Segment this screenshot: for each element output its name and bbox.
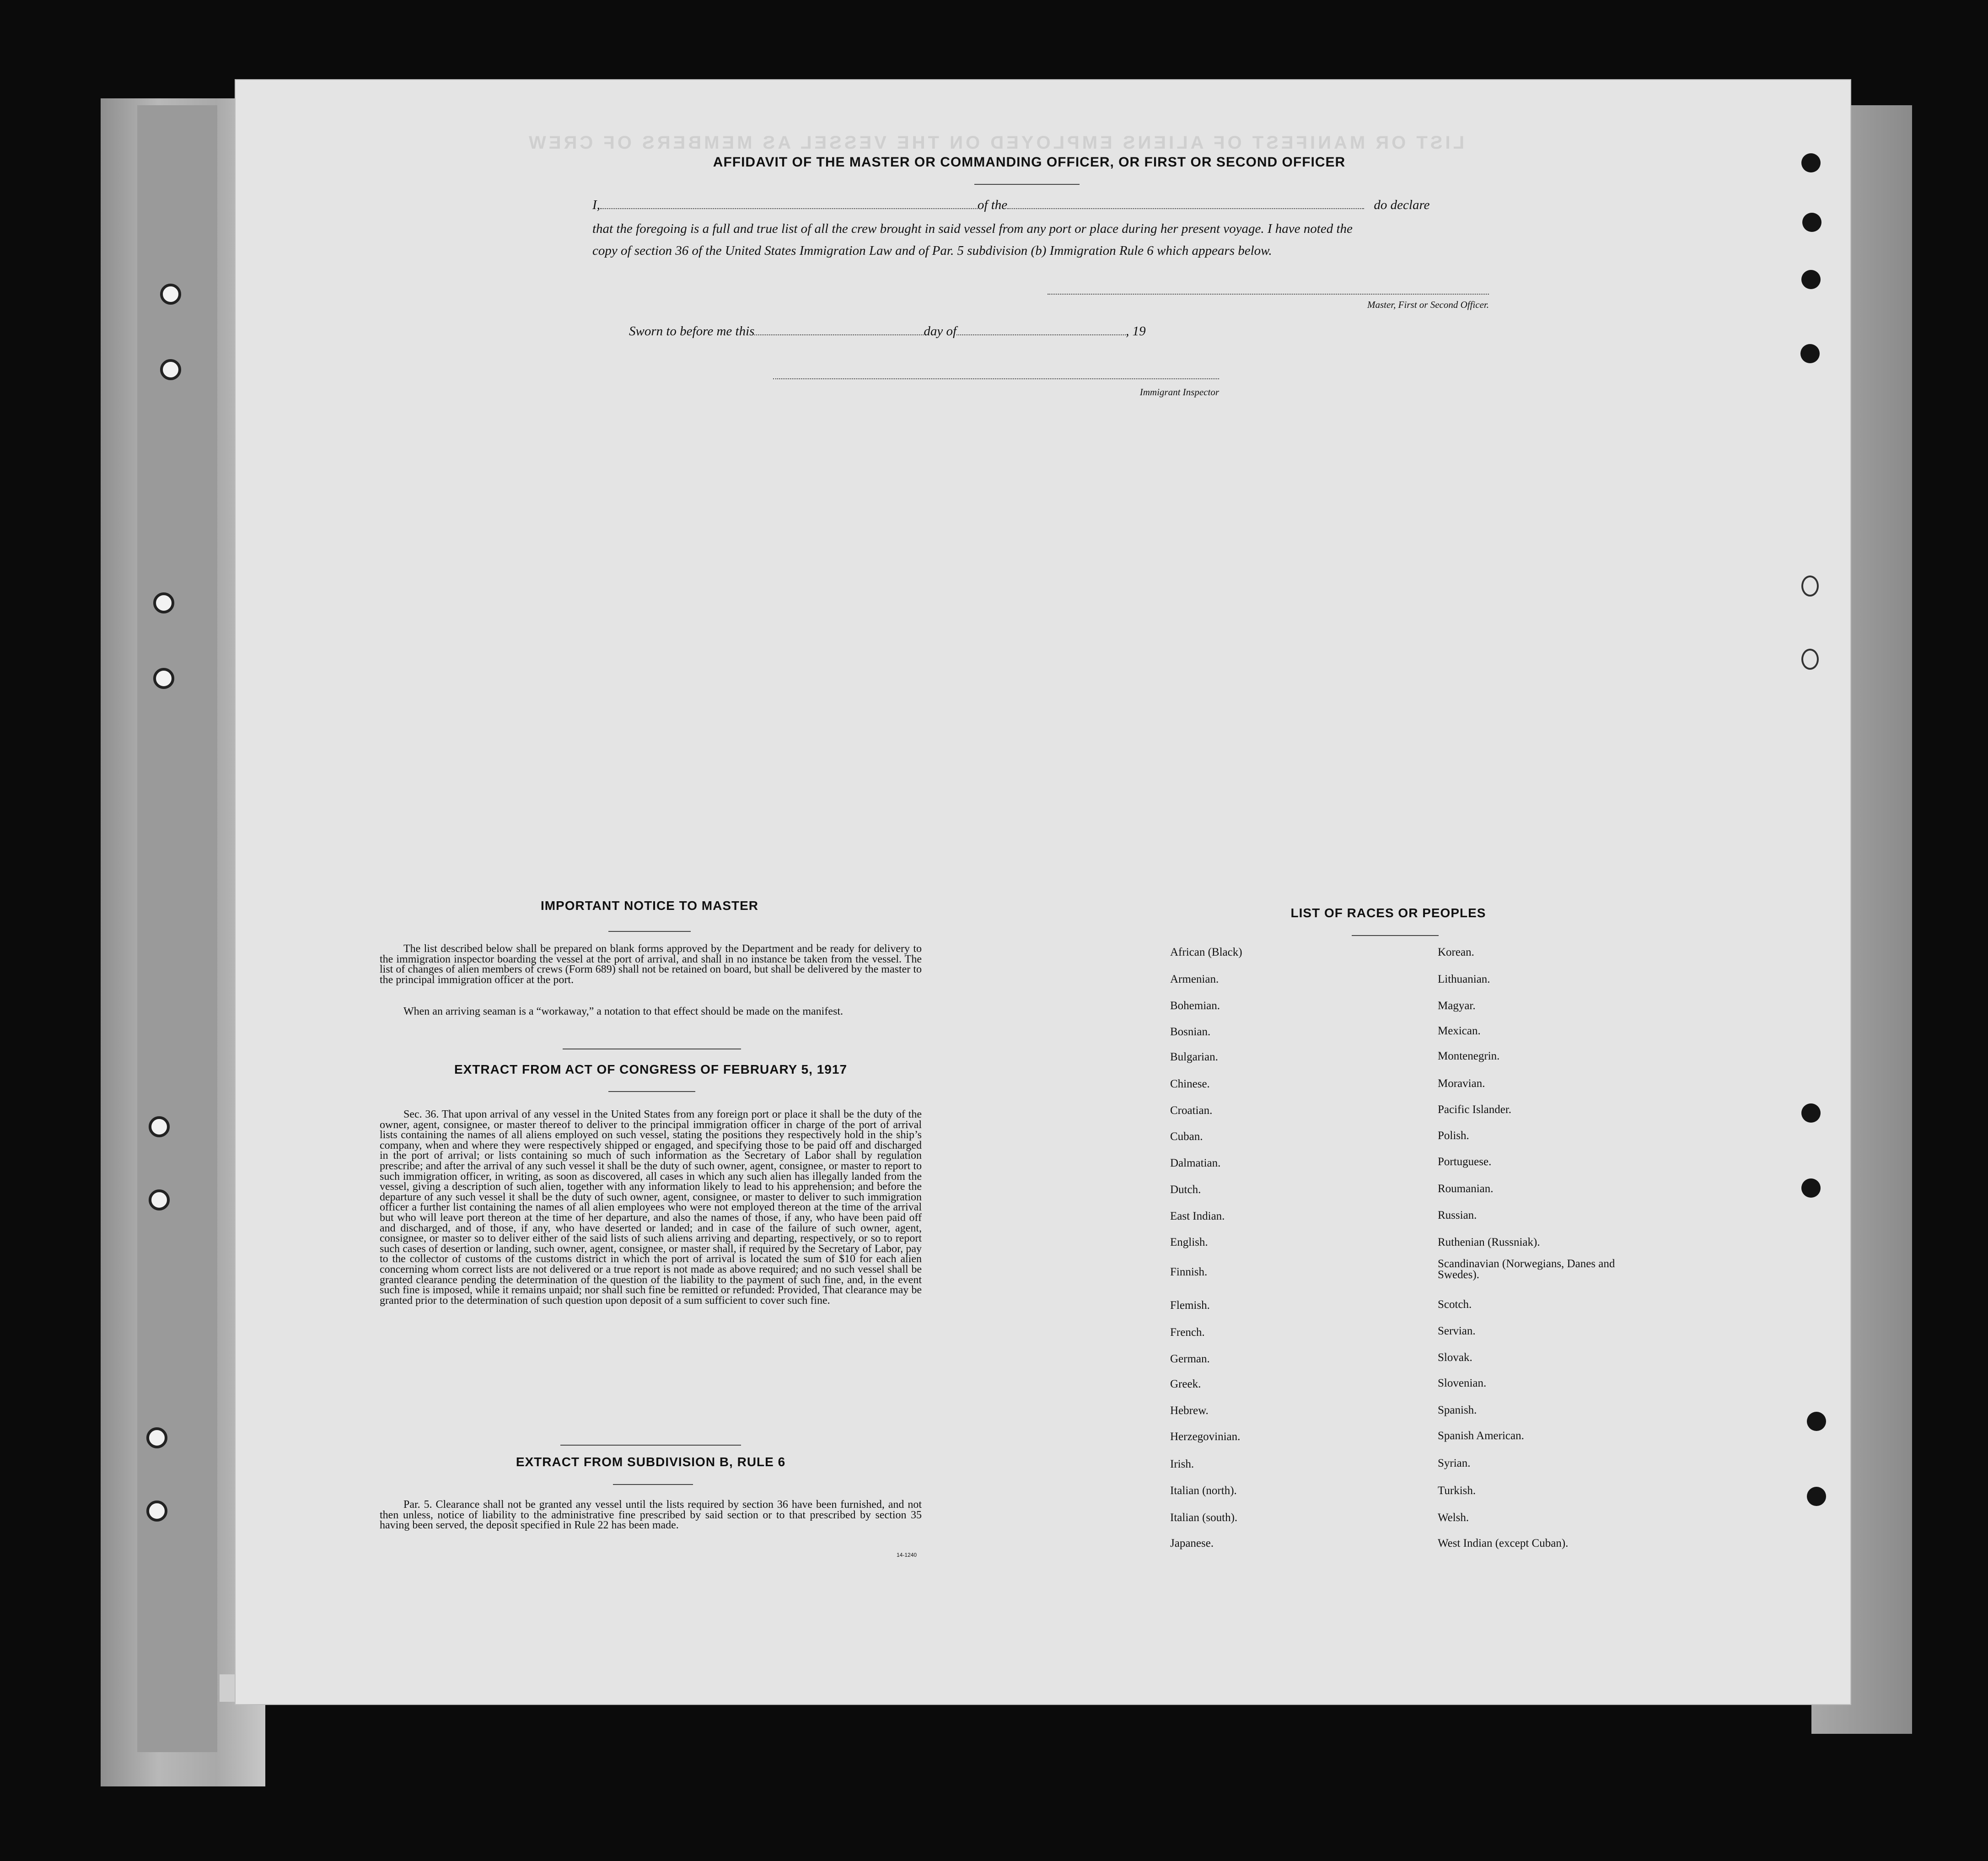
race-list-item: Bohemian. [1170,1000,1220,1012]
race-list-item: Dalmatian. [1170,1157,1221,1169]
race-list-item: Japanese. [1170,1537,1214,1549]
punch-hole-icon [1801,1103,1821,1123]
affidavit-text-line: that the foregoing is a full and true list of all the crew brought in said vessel from any port or place during her present voyage. I have noted the [592,221,1353,236]
race-list-item: West Indian (except Cuban). [1438,1537,1569,1549]
sworn-month-field[interactable] [956,334,1126,335]
binder-hole-icon [160,284,181,305]
notice-paragraph: The list described below shall be prepared on blank forms approved by the Department and be ready for delivery to the immigration inspector boarding the vessel at the port of arrival, and shall in no instance be taken from the vessel. The list of changes of alien members of crews (Form 689) shall not be retained on board, but shall be delivered by the master to the principal immigration officer at the port. [380,943,922,986]
race-list-item: Cuban. [1170,1130,1203,1143]
race-list-item: Montenegrin. [1438,1050,1500,1062]
sworn-day-field[interactable] [754,334,924,335]
race-list-item: Bosnian. [1170,1026,1211,1038]
title-rule [1352,935,1439,936]
extract-rule-text: Par. 5. Clearance shall not be granted any vessel until the lists required by section 36 have been furnished, and not then unless, notice of liability to the administrative fine prescribed by said section or to that prescribed by section 35 having been served, the deposit specified in Rule 22 has been made. [380,1499,922,1532]
affidavit-title: AFFIDAVIT OF THE MASTER OR COMMANDING OFFICER, OR FIRST OR SECOND OFFICER [713,155,1346,170]
notice-paragraph: When an arriving seaman is a “workaway,” a notation to that effect should be made on the manifest. [403,1006,843,1017]
do-declare-label: do declare [1374,198,1430,212]
race-list-item: Lithuanian. [1438,973,1490,985]
race-list-item: African (Black) [1170,946,1242,958]
title-rule [608,931,691,932]
master-signature-label: Master, First or Second Officer. [1367,299,1489,310]
binder-hole-icon [153,668,174,689]
race-list-item: Magyar. [1438,1000,1476,1012]
extract-act-text: Sec. 36. That upon arrival of any vessel in the United States from any foreign port or place it shall be the duty of the owner, agent, consignee, or master thereof to deliver to the principal immigration officer in charge of the port of arrival lists containing the names of all aliens employed on such vessel, stating the positions they respectively hold in the ship’s company, when and where they were respectively shipped or engaged, and specifying those to be paid off and discharged in the port of arrival; or lists containing so much of such information as the Secretary of Labor shall by regulation prescribe; and after the arrival of any such vessel it shall be the duty of such owner, agent, consignee, or master to report to such immigration officer, in writing, as soon as discovered, all cases in which any such alien has illegally landed from the vessel, giving a description of such alien, together with any information likely to lead to his apprehension; and before the departure of any such vessel it shall be the duty of such owner, agent, consignee, or master to deliver to such immigration officer a further list containing the names of all alien employees who were not employed thereon at the time of the arrival but who will leave port thereon at the time of her departure, and also the names of those, if any, who have been paid off and discharged, and of those, if any, who have deserted or landed; and in case of the failure of such owner, agent, consignee, or master so to deliver either of the said lists of such aliens arriving and departing, respectively, or so to report such cases of desertion or landing, such owner, agent, consignee, or master shall, if required by the Secretary of Labor, pay to the collector of customs of the customs district in which the port of arrival is located the sum of $10 for each alien concerning whom correct lists are not delivered or a true report is not made as above required; and no such vessel shall be granted clearance pending the determination of the question of the liability to the payment of such fine, and, in the event such fine is imposed, while it remains unpaid; nor shall such fine be remitted or refunded: Provided, That clearance may be granted prior to the determination of such question upon deposit of a sum sufficient to cover such fine. [380,1108,922,1307]
year-label: , 19 [1126,324,1146,339]
race-list-item: East Indian. [1170,1210,1225,1222]
race-list-item: Slovak. [1438,1351,1472,1364]
inspector-signature-line[interactable] [773,378,1219,379]
title-rule [560,1445,741,1446]
race-list-item: Scandinavian (Norwegians, Danes and Swedes). [1438,1258,1615,1281]
race-list-item: English. [1170,1236,1208,1248]
vessel-name-field[interactable] [1007,208,1364,209]
affidavit-declaration-line [592,198,1489,213]
punch-ring-icon [1801,649,1819,670]
race-list-item: Hebrew. [1170,1404,1209,1417]
binder-hole-icon [160,359,181,380]
declarant-i-label: I, [592,198,600,212]
race-list-item: Welsh. [1438,1511,1469,1524]
race-list-item: Spanish. [1438,1404,1477,1416]
sworn-line [629,324,1526,339]
race-list-item: Servian. [1438,1325,1476,1337]
punch-hole-icon [1807,1487,1826,1506]
race-list-item: Portuguese. [1438,1156,1492,1168]
race-list-item: Mexican. [1438,1025,1481,1037]
race-list-item: Korean. [1438,946,1474,958]
punch-hole-icon [1801,270,1821,289]
day-of-label: day of [924,324,957,339]
race-list-item: Chinese. [1170,1078,1210,1090]
race-list-item: Ruthenian (Russniak). [1438,1236,1540,1248]
races-heading: LIST OF RACES OR PEOPLES [1290,906,1486,920]
race-list-item: Polish. [1438,1130,1469,1142]
title-rule [974,184,1080,185]
race-list-item: Italian (north). [1170,1484,1237,1497]
race-list-item: Roumanian. [1438,1183,1494,1195]
punch-hole-icon [1801,1178,1821,1198]
title-rule [608,1091,695,1092]
master-signature-line[interactable] [1048,294,1489,295]
extract-act-heading: EXTRACT FROM ACT OF CONGRESS OF FEBRUARY 5, 1917 [454,1062,848,1076]
race-list-item: Turkish. [1438,1484,1476,1497]
extract-rule-heading: EXTRACT FROM SUBDIVISION B, RULE 6 [516,1455,786,1469]
race-list-item: French. [1170,1326,1205,1339]
binder-hole-icon [153,592,174,613]
race-list-item: Spanish American. [1438,1430,1524,1442]
race-list-item: Pacific Islander. [1438,1103,1512,1116]
race-list-item: Bulgarian. [1170,1051,1218,1063]
race-list-item: Italian (south). [1170,1511,1238,1524]
bleed-through-rows [412,403,827,556]
race-list-item: Scotch. [1438,1298,1472,1311]
race-list-item: Syrian. [1438,1457,1471,1469]
race-list-item: German. [1170,1353,1210,1365]
binder-hole-icon [146,1501,167,1522]
title-rule [613,1484,693,1485]
form-code: 14-1240 [897,1552,917,1558]
affidavit-text-line: copy of section 36 of the United States Immigration Law and of Par. 5 subdivision (b) Immigration Rule 6 which appears below. [592,243,1272,258]
binder-hole-icon [146,1427,167,1448]
declarant-name-field[interactable] [600,208,978,209]
race-list-item: Greek. [1170,1378,1201,1390]
punch-ring-icon [1801,576,1819,597]
race-list-item: Moravian. [1438,1077,1485,1090]
race-list-item: Croatian. [1170,1104,1213,1117]
punch-hole-icon [1802,213,1821,232]
race-list-item: Slovenian. [1438,1377,1487,1389]
of-the-label: of the [977,198,1008,212]
race-list-item: Dutch. [1170,1183,1201,1196]
race-list-item: Herzegovinian. [1170,1431,1241,1443]
race-list-item: Armenian. [1170,973,1219,985]
race-list-item: Flemish. [1170,1299,1210,1312]
binder-hole-icon [149,1116,170,1137]
inspector-signature-label: Immigrant Inspector [1139,387,1219,398]
notice-heading: IMPORTANT NOTICE TO MASTER [540,898,759,913]
punch-hole-icon [1800,344,1820,363]
punch-hole-icon [1801,153,1821,172]
bleed-through-heading: LIST OR MANIFEST OF ALIENS EMPLOYED ON THE VESSEL AS MEMBERS OF CREW [526,133,1465,153]
race-list-item: Irish. [1170,1458,1194,1470]
sworn-label: Sworn to before me this [629,324,755,339]
binder-hole-icon [149,1189,170,1210]
race-list-item: Finnish. [1170,1266,1208,1278]
punch-hole-icon [1807,1412,1826,1431]
race-list-item: Russian. [1438,1209,1477,1221]
